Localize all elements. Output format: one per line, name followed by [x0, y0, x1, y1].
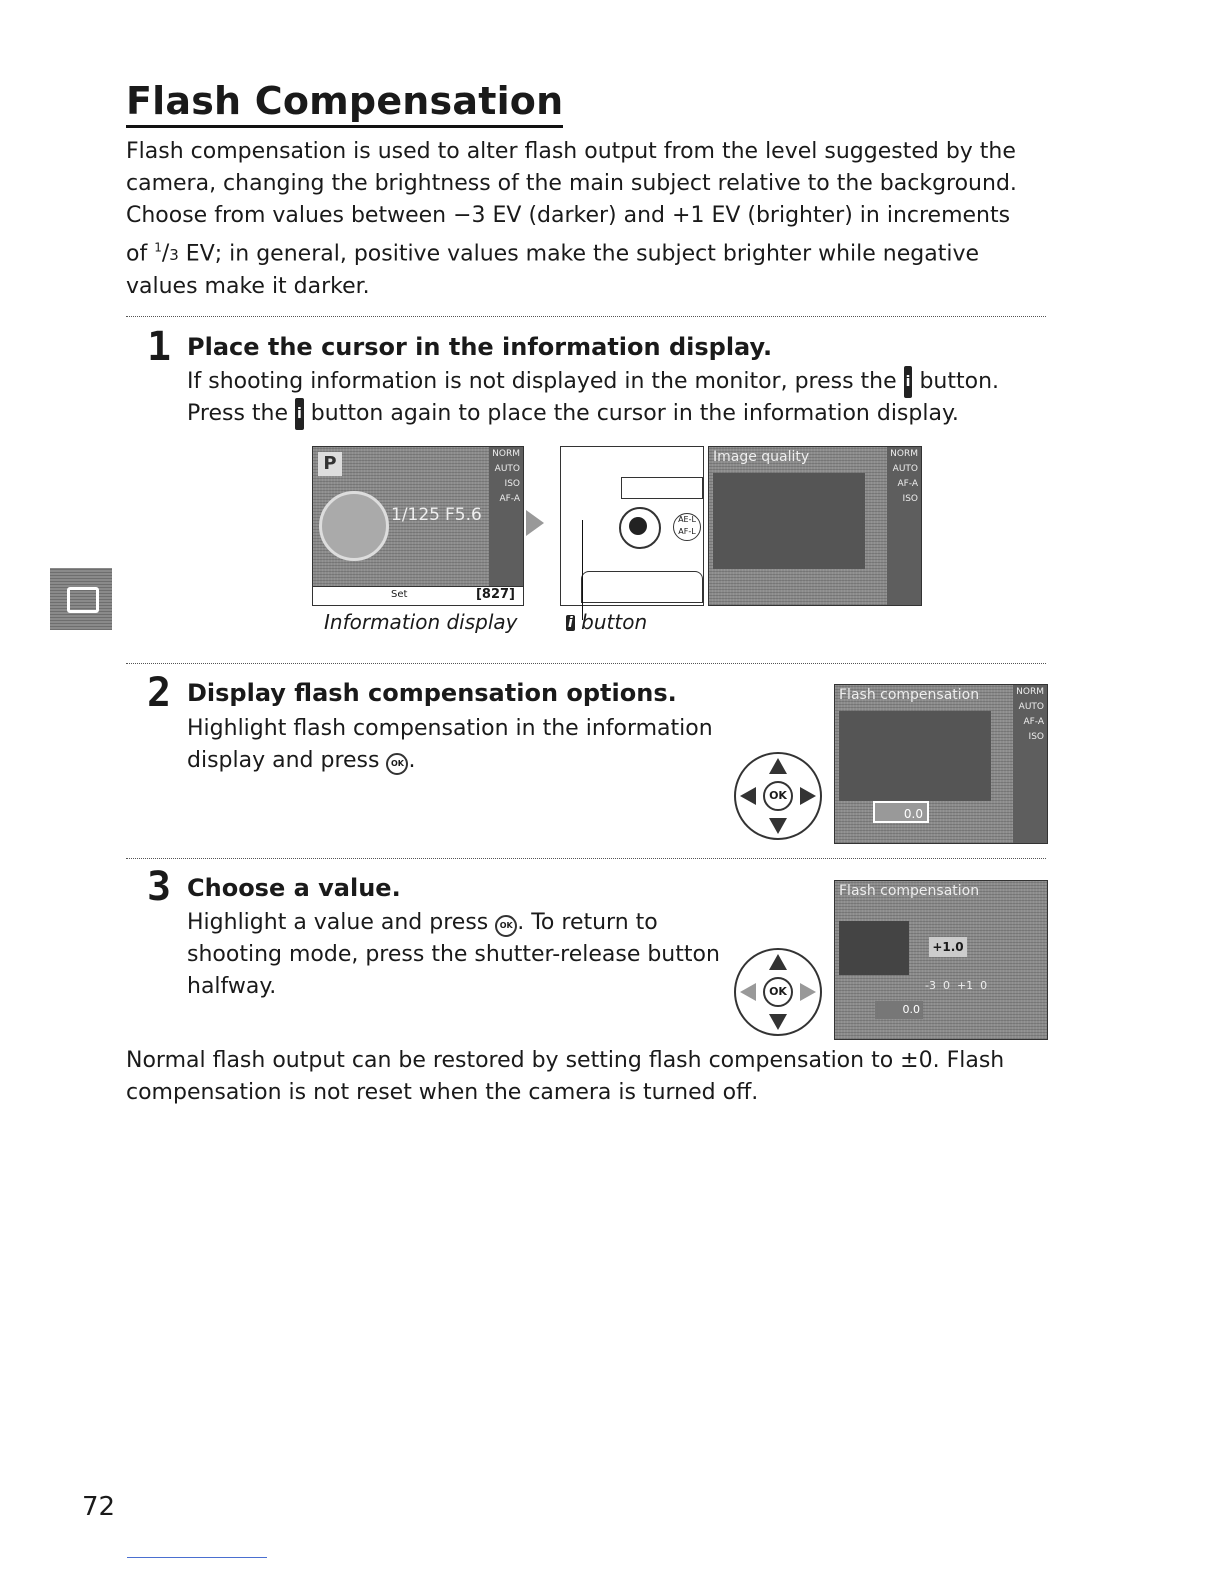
step-number: 1	[147, 324, 172, 370]
preview-area	[713, 473, 865, 569]
info-status-bar: Set [827]	[313, 586, 523, 605]
shooting-menu-tab	[50, 568, 112, 630]
intro-text-cont: EV; in general, positive values make the subject brighter while negative values make it darker.	[126, 241, 980, 300]
aperture: F5.6	[445, 505, 482, 525]
ok-button-icon: OK	[495, 915, 517, 937]
page-footer-line	[127, 1557, 267, 1558]
flash-compensation-list-screen: Flash compensation 0.0 NORM AUTO AF-A ISO	[834, 684, 1048, 844]
divider	[126, 316, 1046, 317]
step-title: Display flash compensation options.	[187, 679, 677, 707]
step-number: 2	[147, 670, 172, 716]
exposure-dial	[319, 491, 389, 561]
camera-top-detail	[621, 477, 703, 499]
divider	[126, 858, 1046, 859]
multi-selector-icon: OK	[734, 752, 822, 840]
info-button-icon: i	[904, 366, 913, 398]
preview-area	[839, 711, 991, 801]
information-display-screen: P 1/125 F5.6 NORM AUTO ISO AF-A Set [827]	[312, 446, 524, 606]
ok-button-icon: OK	[386, 753, 408, 775]
arrow-right-icon	[526, 510, 544, 536]
step-text: Highlight flash compensation in the information display and press OK .	[187, 716, 713, 773]
page-title: Flash Compensation	[126, 78, 563, 128]
selected-value: +1.0	[929, 937, 967, 957]
current-value: 0.0	[875, 1001, 923, 1019]
step-text: Highlight a value and press OK . To return to shooting mode, press the shutter-release button halfway.	[187, 910, 720, 999]
monitor-outline	[581, 571, 703, 603]
info-button-icon: i	[295, 398, 304, 430]
flash-compensation-value-screen: Flash compensation +1.0 -3 0 +1 0 0.0	[834, 880, 1048, 1040]
info-button-icon: i	[568, 615, 573, 631]
step-title: Place the cursor in the information display.	[187, 333, 773, 361]
step-text: If shooting information is not displayed in the monitor, press the i button. Press the i button again to place the cursor in the information display.	[187, 366, 1037, 430]
divider	[126, 663, 1046, 664]
shutter-speed: 1/125	[391, 505, 440, 525]
compensation-scale: -3 0 +1 0	[925, 979, 988, 992]
flash-preview	[839, 921, 909, 975]
callout-line	[582, 520, 583, 620]
page-number: 72	[82, 1492, 116, 1522]
mode-indicator: P	[318, 452, 342, 476]
flash-compensation-setting: 0.0	[873, 801, 929, 823]
ae-af-lock-icon: AE-L AF-L	[673, 513, 701, 541]
multi-selector-icon: OK	[734, 948, 822, 1036]
step-title: Choose a value.	[187, 874, 401, 902]
caption-information-display: Information display	[324, 610, 518, 634]
fraction: $^1$/3	[154, 241, 179, 267]
camera-icon	[67, 587, 99, 613]
step-number: 3	[147, 864, 172, 910]
caption-info-button: i button	[568, 610, 648, 634]
info-button-icon	[629, 517, 647, 535]
intro-paragraph	[126, 136, 1036, 303]
image-quality-screen: Image quality NORM AUTO AF-A ISO	[708, 446, 922, 606]
closing-paragraph: Normal flash output can be restored by setting flash compensation to ±0. Flash compensation is not reset when the camera is turned off.	[126, 1048, 1005, 1105]
intro-text: Flash compensation is used to alter flash output from the level suggested by the camera, changing the brightness of the main subject relative to the background. Choose from values between −3 EV (darker) and +1 EV (brighter) in increments of	[126, 139, 1017, 267]
